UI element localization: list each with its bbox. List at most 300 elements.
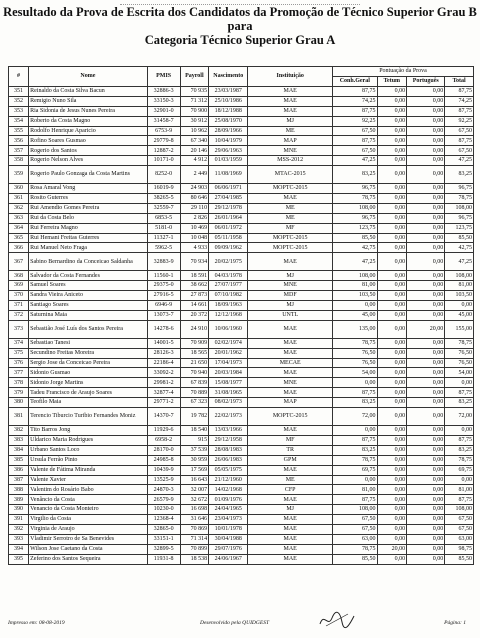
candidate-name: Wilson Jose Caetano da Costa (29, 544, 148, 554)
general-knowledge-score: 85,50 (333, 233, 377, 243)
tetum-score: 0,00 (377, 243, 407, 253)
row-number: 381 (9, 408, 29, 426)
total-score: 42,75 (445, 243, 474, 253)
row-number: 358 (9, 156, 29, 166)
pmis-code: 6958-2 (147, 435, 180, 445)
footer-page-number: Página: 1 (444, 620, 466, 626)
payroll-number: 80 646 (180, 194, 209, 204)
general-knowledge-score: 67,50 (333, 126, 377, 136)
row-number: 352 (9, 96, 29, 106)
birth-date: 01/03/1959 (209, 156, 248, 166)
payroll-number: 20 146 (180, 146, 209, 156)
general-knowledge-score: 0,00 (333, 475, 377, 485)
portuguese-score: 0,00 (407, 106, 445, 116)
table-row (9, 301, 474, 311)
table-row (9, 495, 474, 505)
row-number: 354 (9, 116, 29, 126)
general-knowledge-score: 0,00 (333, 426, 377, 436)
portuguese-score: 0,00 (407, 271, 445, 281)
page-title-connector: para (227, 19, 253, 33)
tetum-score: 0,00 (377, 398, 407, 408)
payroll-number: 24 903 (180, 184, 209, 194)
total-score: 85,50 (445, 233, 474, 243)
candidate-name: Valente Xavier (29, 475, 148, 485)
candidate-name: Rogerio Paulo Gonzaga da Costa Martins (29, 166, 148, 184)
birth-date: 24/06/1967 (209, 554, 248, 564)
pmis-code: 29375-0 (147, 281, 180, 291)
table-row (9, 233, 474, 243)
general-knowledge-score: 76,50 (333, 358, 377, 368)
total-score: 96,75 (445, 184, 474, 194)
portuguese-score: 0,00 (407, 426, 445, 436)
institution: MAE (248, 465, 333, 475)
table-row (9, 554, 474, 564)
candidate-name: Rui Manuel Neto Fraga (29, 243, 148, 253)
birth-date: 20/03/1984 (209, 368, 248, 378)
table-row (9, 253, 474, 271)
institution: MAE (248, 524, 333, 534)
row-number: 357 (9, 146, 29, 156)
payroll-number: 32 672 (180, 495, 209, 505)
candidate-name: Secundino Freitas Moreira (29, 348, 148, 358)
tetum-score: 0,00 (377, 301, 407, 311)
portuguese-score: 0,00 (407, 96, 445, 106)
row-number: 389 (9, 495, 29, 505)
payroll-number: 17 569 (180, 465, 209, 475)
candidate-name: Rui da Costa Belo (29, 213, 148, 223)
col-header-general-knowledge: Conh.Geral (333, 77, 377, 87)
col-header-payroll: Payroll (180, 67, 209, 87)
tetum-score: 0,00 (377, 146, 407, 156)
general-knowledge-score: 85,50 (333, 554, 377, 564)
candidate-name: Sabino Bernardino da Conceicao Saldanha (29, 253, 148, 271)
total-score: 47,25 (445, 156, 474, 166)
candidate-name: Rogerio Nelson Alves (29, 156, 148, 166)
table-row (9, 368, 474, 378)
birth-date: 27/07/1977 (209, 281, 248, 291)
tetum-score: 0,00 (377, 291, 407, 301)
institution: ME (248, 203, 333, 213)
pmis-code: 32883-9 (147, 253, 180, 271)
general-knowledge-score: 123,75 (333, 223, 377, 233)
table-row (9, 398, 474, 408)
birth-date: 07/10/1982 (209, 291, 248, 301)
pmis-code: 10230-0 (147, 505, 180, 515)
birth-date: 11/08/1969 (209, 166, 248, 184)
table-row (9, 408, 474, 426)
pmis-code: 11929-6 (147, 426, 180, 436)
general-knowledge-score: 87,75 (333, 495, 377, 505)
tetum-score: 0,00 (377, 515, 407, 525)
general-knowledge-score: 108,00 (333, 203, 377, 213)
candidate-name: Rui Hemani Freitas Guterres (29, 233, 148, 243)
tetum-score: 0,00 (377, 116, 407, 126)
institution: MAE (248, 544, 333, 554)
pmis-code: 27916-5 (147, 291, 180, 301)
institution: MSS-2012 (248, 156, 333, 166)
row-number: 392 (9, 524, 29, 534)
table-row (9, 243, 474, 253)
row-number: 384 (9, 445, 29, 455)
table-row (9, 106, 474, 116)
institution: MF (248, 435, 333, 445)
birth-date: 20/02/1975 (209, 253, 248, 271)
row-number: 388 (9, 485, 29, 495)
candidate-name: Teofilo Maia (29, 398, 148, 408)
col-header-institution: Instituição (248, 67, 333, 87)
tetum-score: 0,00 (377, 338, 407, 348)
portuguese-score: 0,00 (407, 213, 445, 223)
total-score: 123,75 (445, 223, 474, 233)
row-number: 387 (9, 475, 29, 485)
page-title: Resultado da Prova de Escrita dos Candidatos da Promoção de Técnico Superior Grau B (3, 5, 477, 19)
candidate-name: Valentim do Rosário Babo (29, 485, 148, 495)
general-knowledge-score: 92,25 (333, 116, 377, 126)
tetum-score: 0,00 (377, 348, 407, 358)
row-number: 362 (9, 203, 29, 213)
general-knowledge-score: 0,00 (333, 378, 377, 388)
total-score: 85,50 (445, 554, 474, 564)
portuguese-score: 0,00 (407, 184, 445, 194)
table-row (9, 544, 474, 554)
birth-date: 28/08/1983 (209, 445, 248, 455)
pmis-code: 8252-0 (147, 166, 180, 184)
institution: MAE (248, 348, 333, 358)
row-number: 377 (9, 368, 29, 378)
total-score: 87,75 (445, 435, 474, 445)
col-header-name: Nome (29, 67, 148, 87)
payroll-number: 10 048 (180, 233, 209, 243)
payroll-number: 14 661 (180, 301, 209, 311)
pmis-code: 5962-5 (147, 243, 180, 253)
institution: MAE (248, 106, 333, 116)
institution: MJ (248, 271, 333, 281)
tetum-score: 0,00 (377, 368, 407, 378)
table-row (9, 156, 474, 166)
total-score: 67,50 (445, 515, 474, 525)
general-knowledge-score: 47,25 (333, 156, 377, 166)
total-score: 63,00 (445, 534, 474, 544)
total-score: 0,00 (445, 475, 474, 485)
tetum-score: 0,00 (377, 495, 407, 505)
table-row (9, 223, 474, 233)
portuguese-score: 0,00 (407, 166, 445, 184)
birth-date: 29/12/1978 (209, 203, 248, 213)
total-score: 87,75 (445, 87, 474, 97)
row-number: 351 (9, 87, 29, 97)
pmis-code: 32901-0 (147, 106, 180, 116)
candidate-name: Venâncio da Costa (29, 495, 148, 505)
table-row (9, 126, 474, 136)
tetum-score: 0,00 (377, 408, 407, 426)
table-row (9, 146, 474, 156)
total-score: 155,00 (445, 320, 474, 338)
portuguese-score: 20,00 (407, 320, 445, 338)
tetum-score: 0,00 (377, 310, 407, 320)
portuguese-score: 0,00 (407, 455, 445, 465)
payroll-number: 32 007 (180, 485, 209, 495)
payroll-number: 2 449 (180, 166, 209, 184)
general-knowledge-score: 69,75 (333, 465, 377, 475)
institution: MAE (248, 388, 333, 398)
portuguese-score: 0,00 (407, 408, 445, 426)
total-score: 78,75 (445, 455, 474, 465)
portuguese-score: 0,00 (407, 253, 445, 271)
total-score: 67,50 (445, 524, 474, 534)
payroll-number: 29 110 (180, 203, 209, 213)
birth-date: 27/04/1985 (209, 194, 248, 204)
table-row (9, 455, 474, 465)
col-header-total: Total (445, 77, 474, 87)
pmis-code: 29779-8 (147, 136, 180, 146)
pmis-code: 13073-7 (147, 310, 180, 320)
birth-date: 17/04/1973 (209, 358, 248, 368)
total-score: 98,75 (445, 544, 474, 554)
birth-date: 10/06/1960 (209, 320, 248, 338)
candidate-name: Rui Amendio Gomes Pereira (29, 203, 148, 213)
birth-date: 13/03/1966 (209, 426, 248, 436)
results-table (8, 66, 474, 565)
table-row (9, 213, 474, 223)
payroll-number: 19 782 (180, 408, 209, 426)
pmis-code: 26579-9 (147, 495, 180, 505)
payroll-number: 70 909 (180, 338, 209, 348)
birth-date: 05/05/1975 (209, 465, 248, 475)
tetum-score: 0,00 (377, 106, 407, 116)
birth-date: 23/03/1987 (209, 87, 248, 97)
payroll-number: 67 323 (180, 398, 209, 408)
birth-date: 14/02/1968 (209, 485, 248, 495)
institution: MAE (248, 495, 333, 505)
row-number: 366 (9, 243, 29, 253)
institution: ME (248, 126, 333, 136)
birth-date: 29/12/1958 (209, 435, 248, 445)
candidate-name: Rofino Soares Gusmao (29, 136, 148, 146)
pmis-code: 6753-9 (147, 126, 180, 136)
pmis-code: 12887-2 (147, 146, 180, 156)
candidate-name: Salvador da Costa Fernandes (29, 271, 148, 281)
candidate-name: Rogerio dos Santos (29, 146, 148, 156)
total-score: 76,50 (445, 348, 474, 358)
general-knowledge-score: 135,00 (333, 320, 377, 338)
birth-date: 29/06/1963 (209, 146, 248, 156)
birth-date: 08/02/1973 (209, 398, 248, 408)
row-number: 386 (9, 465, 29, 475)
institution: MAE (248, 338, 333, 348)
row-number: 376 (9, 358, 29, 368)
general-knowledge-score: 67,50 (333, 524, 377, 534)
pmis-code: 24870-3 (147, 485, 180, 495)
tetum-score: 0,00 (377, 426, 407, 436)
row-number: 359 (9, 166, 29, 184)
general-knowledge-score: 78,75 (333, 544, 377, 554)
portuguese-score: 0,00 (407, 515, 445, 525)
portuguese-score: 0,00 (407, 544, 445, 554)
total-score: 74,25 (445, 96, 474, 106)
general-knowledge-score: 103,50 (333, 291, 377, 301)
total-score: 87,75 (445, 388, 474, 398)
institution: MAE (248, 515, 333, 525)
general-knowledge-score: 47,25 (333, 253, 377, 271)
birth-date: 01/09/1976 (209, 495, 248, 505)
general-knowledge-score: 76,50 (333, 348, 377, 358)
birth-date: 10/04/1979 (209, 136, 248, 146)
payroll-number: 71 312 (180, 96, 209, 106)
footer-developer: Desenvolvido pela QUIDGEST (200, 620, 270, 626)
birth-date: 15/08/1977 (209, 378, 248, 388)
row-number: 368 (9, 271, 29, 281)
institution: MF (248, 223, 333, 233)
payroll-number: 10 962 (180, 126, 209, 136)
col-header-portuguese: Português (407, 77, 445, 87)
total-score: 78,75 (445, 338, 474, 348)
birth-date: 23/04/1973 (209, 515, 248, 525)
candidate-name: Rosa Amaral Vong (29, 184, 148, 194)
table-row (9, 320, 474, 338)
row-number: 369 (9, 281, 29, 291)
tetum-score: 0,00 (377, 87, 407, 97)
portuguese-score: 0,00 (407, 310, 445, 320)
portuguese-score: 0,00 (407, 485, 445, 495)
table-row (9, 184, 474, 194)
birth-date: 18/12/1988 (209, 106, 248, 116)
general-knowledge-score: 54,00 (333, 368, 377, 378)
tetum-score: 0,00 (377, 505, 407, 515)
col-header-number: # (9, 67, 29, 87)
birth-date: 20/01/1962 (209, 348, 248, 358)
birth-date: 25/10/1986 (209, 96, 248, 106)
tetum-score: 0,00 (377, 358, 407, 368)
candidate-name: Sergio Jose da Conceicao Pereira (29, 358, 148, 368)
general-knowledge-score: 78,75 (333, 194, 377, 204)
row-number: 367 (9, 253, 29, 271)
payroll-number: 70 899 (180, 544, 209, 554)
general-knowledge-score: 63,00 (333, 534, 377, 544)
portuguese-score: 0,00 (407, 194, 445, 204)
row-number: 394 (9, 544, 29, 554)
candidate-name: Zeferino dos Santos Sequeira (29, 554, 148, 564)
institution: MECAE (248, 358, 333, 368)
total-score: 0,00 (445, 426, 474, 436)
row-number: 380 (9, 398, 29, 408)
pmis-code: 32886-3 (147, 87, 180, 97)
birth-date: 09/09/1962 (209, 243, 248, 253)
general-knowledge-score: 67,50 (333, 146, 377, 156)
pmis-code: 28126-3 (147, 348, 180, 358)
row-number: 353 (9, 106, 29, 116)
payroll-number: 30 912 (180, 116, 209, 126)
general-knowledge-score: 45,00 (333, 310, 377, 320)
payroll-number: 70 889 (180, 388, 209, 398)
table-row (9, 388, 474, 398)
payroll-number: 4 933 (180, 243, 209, 253)
row-number: 395 (9, 554, 29, 564)
table-row (9, 465, 474, 475)
portuguese-score: 0,00 (407, 475, 445, 485)
candidate-name: Reinaldo da Costa Silva Bacun (29, 87, 148, 97)
birth-date: 31/08/1965 (209, 388, 248, 398)
portuguese-score: 0,00 (407, 116, 445, 126)
table-row (9, 435, 474, 445)
candidate-name: Sidonio Gusmao (29, 368, 148, 378)
portuguese-score: 0,00 (407, 223, 445, 233)
general-knowledge-score: 87,75 (333, 435, 377, 445)
general-knowledge-score: 42,75 (333, 243, 377, 253)
total-score: 76,50 (445, 358, 474, 368)
payroll-number: 21 650 (180, 358, 209, 368)
col-header-pmis: PMIS (147, 67, 180, 87)
payroll-number: 20 372 (180, 310, 209, 320)
total-score: 87,75 (445, 136, 474, 146)
birth-date: 30/04/1988 (209, 534, 248, 544)
pmis-code: 14370-7 (147, 408, 180, 426)
portuguese-score: 0,00 (407, 465, 445, 475)
candidate-name: Santiago Soares (29, 301, 148, 311)
general-knowledge-score: 81,00 (333, 485, 377, 495)
general-knowledge-score: 87,75 (333, 87, 377, 97)
total-score: 67,50 (445, 146, 474, 156)
row-number: 378 (9, 378, 29, 388)
general-knowledge-score: 78,75 (333, 338, 377, 348)
table-row (9, 348, 474, 358)
institution: MOPTC-2015 (248, 243, 333, 253)
payroll-number: 70 900 (180, 106, 209, 116)
portuguese-score: 0,00 (407, 388, 445, 398)
tetum-score: 0,00 (377, 524, 407, 534)
payroll-number: 67 839 (180, 378, 209, 388)
birth-date: 05/11/1958 (209, 233, 248, 243)
institution: MAE (248, 320, 333, 338)
tetum-score: 0,00 (377, 475, 407, 485)
birth-date: 12/12/1968 (209, 310, 248, 320)
payroll-number: 70 940 (180, 368, 209, 378)
table-row (9, 524, 474, 534)
row-number: 370 (9, 291, 29, 301)
table-row (9, 194, 474, 204)
total-score: 87,75 (445, 495, 474, 505)
candidate-name: Virginia de Araujo (29, 524, 148, 534)
table-row (9, 378, 474, 388)
institution: MAE (248, 87, 333, 97)
total-score: 103,50 (445, 291, 474, 301)
general-knowledge-score: 87,75 (333, 106, 377, 116)
table-row (9, 310, 474, 320)
candidate-name: Rui Ferreira Magno (29, 223, 148, 233)
payroll-number: 38 662 (180, 281, 209, 291)
table-row (9, 358, 474, 368)
table-row (9, 116, 474, 126)
institution: UNTL (248, 310, 333, 320)
pmis-code: 14278-6 (147, 320, 180, 338)
candidate-name: Sebastião José Luís dos Santos Pereira (29, 320, 148, 338)
table-row (9, 426, 474, 436)
birth-date: 21/12/1960 (209, 475, 248, 485)
portuguese-score: 0,00 (407, 534, 445, 544)
row-number: 383 (9, 435, 29, 445)
institution: MAE (248, 253, 333, 271)
row-number: 360 (9, 184, 29, 194)
tetum-score: 0,00 (377, 465, 407, 475)
portuguese-score: 0,00 (407, 524, 445, 534)
candidate-name: Rodolfo Henrique Aparicio (29, 126, 148, 136)
row-number: 365 (9, 233, 29, 243)
pmis-code: 33092-2 (147, 368, 180, 378)
payroll-number: 70 934 (180, 253, 209, 271)
institution: GPM (248, 455, 333, 465)
institution: MJ (248, 116, 333, 126)
institution: MAP (248, 136, 333, 146)
portuguese-score: 0,00 (407, 136, 445, 146)
